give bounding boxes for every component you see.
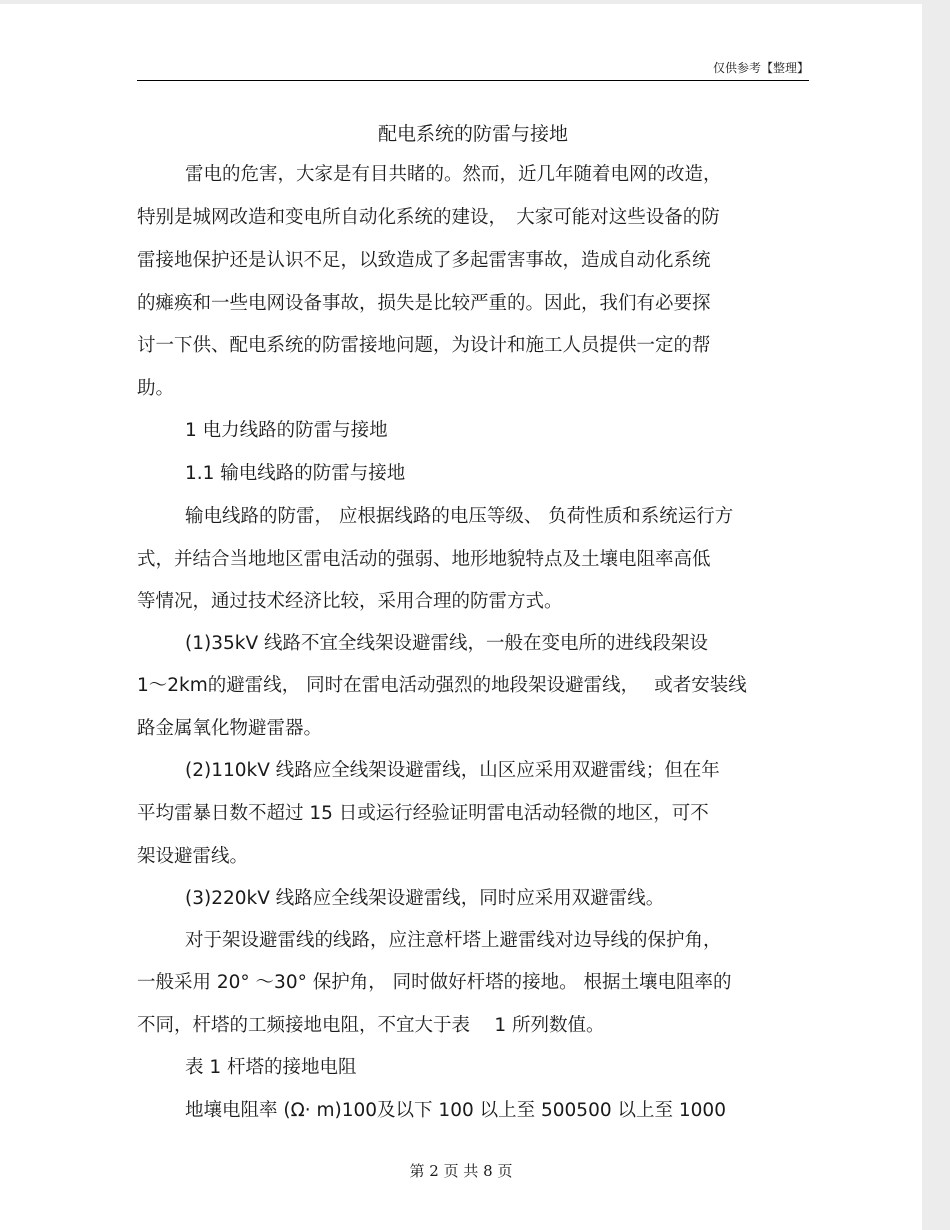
body-line-1: 雷电的危害，大家是有目共睹的。然而，近几年随着电网的改造， bbox=[185, 164, 722, 185]
table-header-row: 地壤电阻率 (Ω· m)100及以下 100 以上至 500500 以上至 1000 bbox=[185, 1100, 726, 1121]
body-line-4: 的瘫痪和一些电网设备事故，损失是比较严重的。因此，我们有必要探 bbox=[137, 293, 711, 314]
body-line-18: 一般采用 20° ～30° 保护角， 同时做好杆塔的接地。 根据土壤电阻率的 bbox=[137, 972, 732, 993]
body-line-13: (2)110kV 线路应全线架设避雷线，山区应采用双避雷线；但在年 bbox=[185, 760, 720, 781]
body-line-17: 对于架设避雷线的线路，应注意杆塔上避雷线对边导线的保护角， bbox=[185, 930, 722, 951]
body-line-14: 平均雷暴日数不超过 15 日或运行经验证明雷电活动轻微的地区，可不 bbox=[137, 803, 709, 824]
body-line-15: 架设避雷线。 bbox=[137, 846, 249, 867]
body-line-19: 不同，杆塔的工频接地电阻，不宜大于表 1 所列数值。 bbox=[137, 1015, 605, 1036]
body-line-9: 等情况，通过技术经济比较，采用合理的防雷方式。 bbox=[137, 591, 563, 612]
document-title: 配电系统的防雷与接地 bbox=[377, 123, 568, 145]
body-line-12: 路金属氧化物避雷器。 bbox=[137, 718, 323, 739]
table-caption: 表 1 杆塔的接地电阻 bbox=[185, 1057, 357, 1078]
section-heading-1-1: 1.1 输电线路的防雷与接地 bbox=[185, 463, 406, 484]
body-line-2: 特别是城网改造和变电所自动化系统的建设， 大家可能对这些设备的防 bbox=[137, 207, 720, 228]
body-line-3: 雷接地保护还是认识不足，以致造成了多起雷害事故，造成自动化系统 bbox=[137, 250, 711, 271]
document-page bbox=[0, 4, 922, 1230]
body-line-8: 式，并结合当地地区雷电活动的强弱、地形地貌特点及土壤电阻率高低 bbox=[137, 549, 711, 570]
body-line-7: 输电线路的防雷， 应根据线路的电压等级、 负荷性质和系统运行方 bbox=[185, 506, 734, 527]
section-heading-1: 1 电力线路的防雷与接地 bbox=[185, 420, 388, 441]
body-line-11: 1～2km的避雷线， 同时在雷电活动强烈的地段架设避雷线， 或者安装线 bbox=[137, 675, 747, 696]
page-footer: 第 2 页 共 8 页 bbox=[409, 1162, 513, 1180]
body-line-5: 讨一下供、配电系统的防雷接地问题，为设计和施工人员提供一定的帮 bbox=[137, 335, 711, 356]
body-line-16: (3)220kV 线路应全线架设避雷线，同时应采用双避雷线。 bbox=[185, 888, 665, 909]
header-rule bbox=[137, 80, 809, 81]
page-header: 仅供参考【整理】 bbox=[712, 61, 809, 75]
body-line-6: 助。 bbox=[137, 378, 175, 399]
body-line-10: (1)35kV 线路不宜全线架设避雷线，一般在变电所的进线段架设 bbox=[185, 633, 708, 654]
